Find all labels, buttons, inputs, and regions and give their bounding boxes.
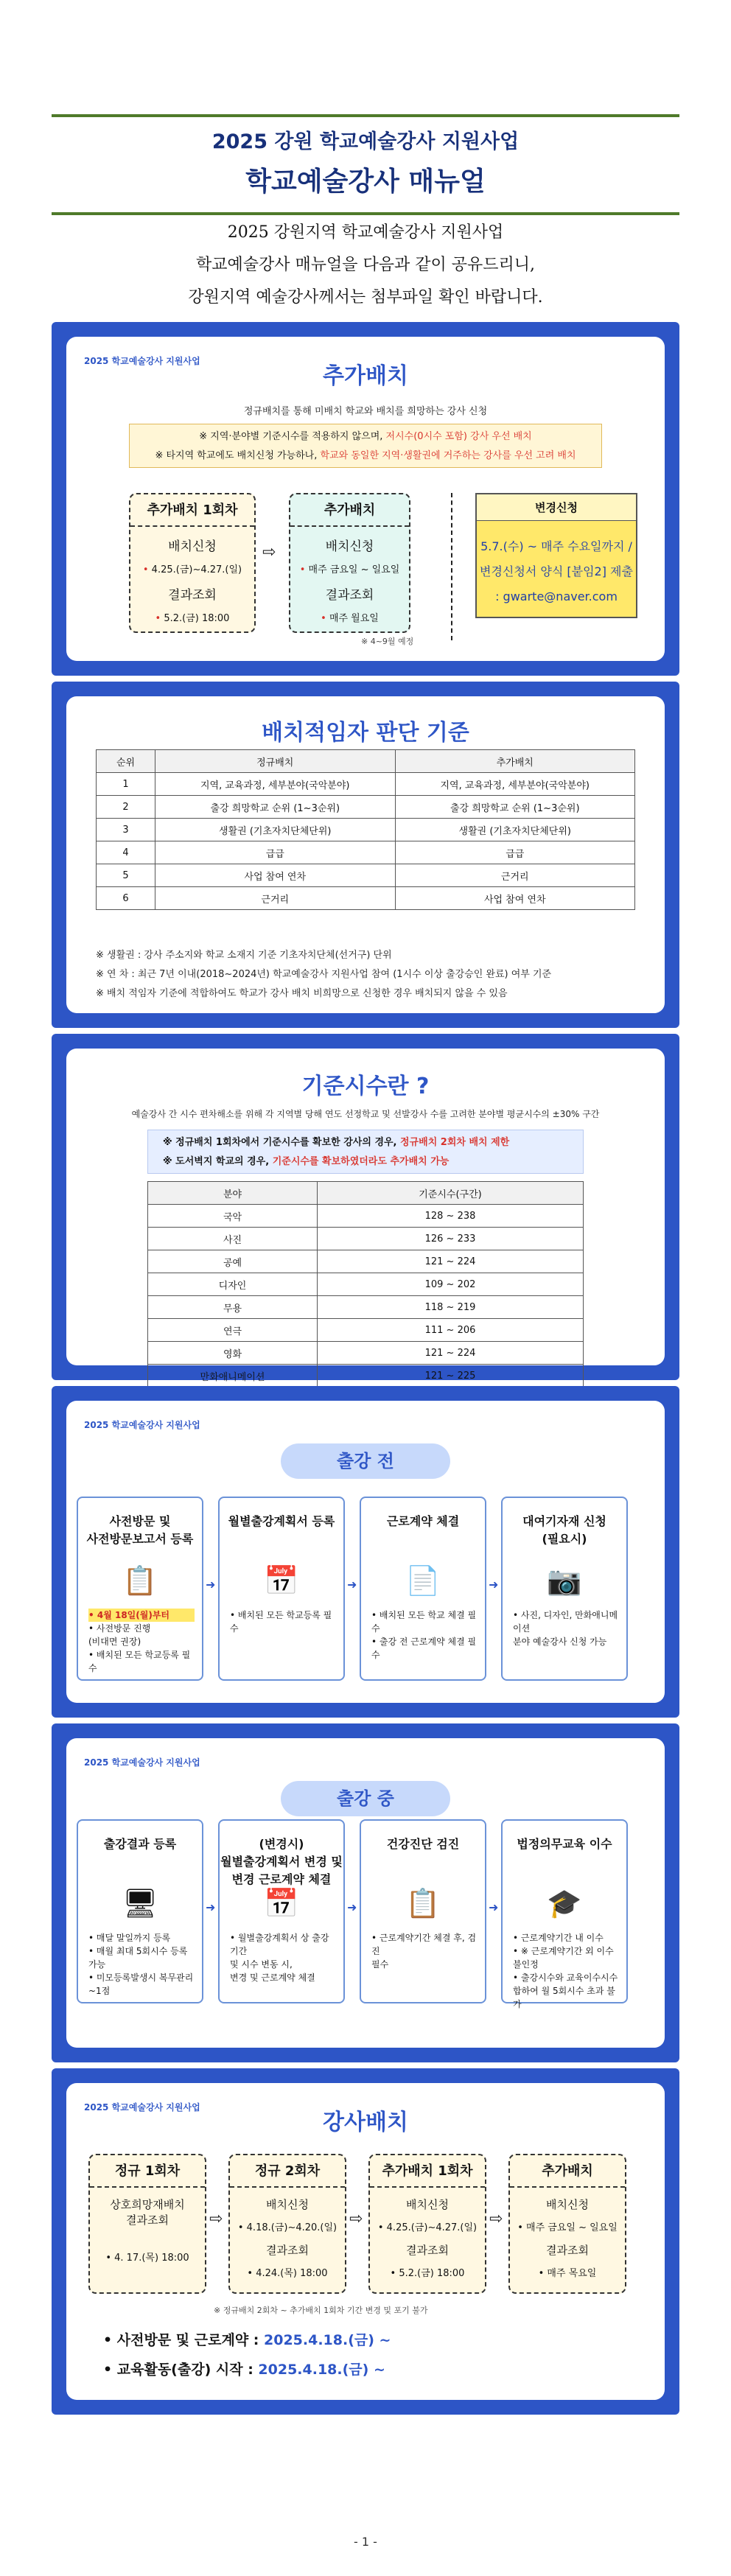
before-teaching-panel	[52, 1386, 679, 1718]
assignment-round-card	[88, 2154, 206, 2294]
table-cell: 4	[97, 841, 155, 864]
arrow-right-icon: ⇨	[209, 2210, 223, 2228]
bullet-teaching-start: • 교육활동(출강) 시작 : 2025.4.18.(금) ~	[103, 2362, 385, 2378]
standard-hours-row	[148, 1342, 584, 1365]
step-card-item: • 배치된 모든 학교등록 필수	[88, 1648, 195, 1675]
criteria-panel	[52, 682, 679, 1028]
standard-hours-row	[148, 1205, 584, 1228]
standard-hours-row	[148, 1273, 584, 1296]
table-cell: 3	[97, 819, 155, 841]
step-card-item: • 4월 18일(월)부터	[88, 1609, 195, 1622]
arrow-right-icon: ➜	[206, 1578, 216, 1592]
table-header: 순위	[97, 750, 155, 773]
panel-body	[66, 1738, 665, 2048]
table-cell: 지역, 교육과정, 세부분야(국악분야)	[155, 773, 396, 796]
round-step-date: • 4.18.(금)~4.20.(일)	[237, 2222, 337, 2233]
round-title: 추가배치 1회차	[370, 2155, 485, 2188]
step-icon: 📅	[264, 1887, 299, 1919]
step-card-item: • 배치된 모든 학교 체결 필수	[371, 1609, 478, 1635]
table-cell: 생활권 (기초자치단체단위)	[155, 819, 396, 841]
step-card-title: 사전방문 및 사전방문보고서 등록	[86, 1514, 194, 1546]
arrow-right-icon: ⇨	[349, 2210, 363, 2228]
standard-hours-row	[148, 1250, 584, 1273]
table-cell: 출강 희망학교 순위 (1~3순위)	[395, 796, 635, 819]
step-card-item: • 배치된 모든 학교등록 필수	[230, 1609, 336, 1635]
table-cell: 디자인	[148, 1273, 318, 1296]
standard-hours-row	[148, 1228, 584, 1250]
table-cell: 109 ~ 202	[318, 1273, 584, 1296]
step-card	[77, 1819, 203, 2003]
table-cell: 121 ~ 225	[318, 1365, 584, 1387]
table-cell: 무용	[148, 1296, 318, 1319]
intro-line: 강원지역 예술강사께서는 첨부파일 확인 바랍니다.	[188, 288, 543, 307]
round-step-date: • 매주 목요일	[538, 2268, 597, 2279]
table-cell: 111 ~ 206	[318, 1319, 584, 1342]
step-card-title: 건강진단 검진	[386, 1837, 460, 1851]
brand-label: 2025 학교예술강사 지원사업	[84, 1420, 200, 1430]
during-teaching-panel	[52, 1723, 679, 2062]
table-cell: 근거리	[395, 864, 635, 887]
step-card	[360, 1819, 486, 2003]
table-cell: 118 ~ 219	[318, 1296, 584, 1319]
brand-label: 2025 학교예술강사 지원사업	[84, 356, 200, 366]
note-line: ※ 타지역 학교에도 배치신청 가능하나, 학교와 동일한 지역·생활권에 거주하는 강사를 우선 고려 배치	[155, 450, 576, 461]
step-card-item: • 근로계약기간 체결 후, 검진 필수	[371, 1931, 478, 1971]
round-step-date: • 4. 17.(목) 18:00	[105, 2253, 189, 2264]
step-card-item: • 사진, 디자인, 만화애니메이션 분야 예술강사 신청 가능	[513, 1609, 619, 1648]
round-step-date: • 4.24.(목) 18:00	[247, 2268, 328, 2279]
table-cell: 급급	[395, 841, 635, 864]
criteria-row	[97, 796, 635, 819]
table-header: 추가배치	[395, 750, 635, 773]
table-cell: 1	[97, 773, 155, 796]
round-step-date: • 5.2.(금) 18:00	[390, 2268, 465, 2279]
step-icon: 🖥	[122, 1887, 158, 1919]
step-card-item: • 사전방문 진행 (비대면 권장)	[88, 1622, 195, 1648]
assignment-round-card	[228, 2154, 346, 2294]
step-card	[218, 1497, 345, 1681]
assignment-round-card	[368, 2154, 486, 2294]
criteria-row	[97, 819, 635, 841]
table-cell: 126 ~ 233	[318, 1228, 584, 1250]
additional-weekly-card: 추가배치 배치신청 • 매주 금요일 ~ 일요일 결과조회 • 매주 월요일	[289, 493, 410, 633]
panel-subtitle: 정규배치를 통해 미배치 학교와 배치를 희망하는 강사 신청	[243, 406, 488, 417]
standard-hours-row	[148, 1319, 584, 1342]
bullet-visit-contract: • 사전방문 및 근로계약 : 2025.4.18.(금) ~	[103, 2332, 391, 2348]
standard-notes	[147, 1130, 584, 1174]
step-card	[501, 1819, 628, 2009]
round-step-label: 결과조회	[406, 2244, 449, 2257]
step-card-item: • 출강시수와 교육이수시수 합하여 월 5회시수 초과 불가	[513, 1971, 619, 2011]
step-card-title: 근로계약 체결	[386, 1514, 460, 1528]
table-cell: 사업 참여 연차	[155, 864, 396, 887]
panel-body	[66, 337, 665, 661]
assignment-note: ※ 정규배치 2회차 ~ 추가배치 1회차 기간 변경 및 포기 불가	[214, 2306, 428, 2315]
step-card	[77, 1497, 203, 1681]
round-step-date: • 4.25.(금)~4.27.(일)	[377, 2222, 478, 2233]
header-top-rule	[52, 114, 679, 117]
note-line: ※ 지역·분야별 기준시수를 적용하지 않으며, 저시수(0시수 포함) 강사 우선 배치	[199, 431, 532, 442]
table-cell: 지역, 교육과정, 세부분야(국악분야)	[395, 773, 635, 796]
arrow-right-icon: ➜	[347, 1900, 357, 1914]
table-cell: 연극	[148, 1319, 318, 1342]
table-cell: 영화	[148, 1342, 318, 1365]
section-pill: 출강 중	[281, 1781, 450, 1816]
round-step-label: 배치신청	[546, 2198, 589, 2211]
arrow-right-icon: ➜	[489, 1578, 499, 1592]
panel-body	[66, 696, 665, 1013]
step-card	[501, 1497, 628, 1681]
round1-card: 추가배치 1회차 배치신청 • 4.25.(금)~4.27.(일) 결과조회 • 5.2.(금) 18:00	[129, 493, 256, 633]
table-cell: 사진	[148, 1228, 318, 1250]
step-card-title: 법정의무교육 이수	[517, 1837, 612, 1851]
additional-assignment-panel	[52, 322, 679, 676]
table-header: 정규배치	[155, 750, 396, 773]
panel-title: 강사배치	[323, 2110, 408, 2135]
arrow-right-icon: ➜	[347, 1578, 357, 1592]
arrow-right-icon: ➜	[489, 1900, 499, 1914]
standard-hours-row	[148, 1365, 584, 1387]
table-cell: 사업 참여 연차	[395, 887, 635, 910]
round-step-date: • 매주 금요일 ~ 일요일	[517, 2222, 618, 2233]
round-title: 정규 1회차	[90, 2155, 205, 2188]
step-card	[360, 1497, 486, 1681]
table-cell: 공예	[148, 1250, 318, 1273]
table-cell: 국악	[148, 1205, 318, 1228]
criteria-table	[96, 749, 635, 910]
table-cell: 121 ~ 224	[318, 1250, 584, 1273]
step-card-item: • 출강 전 근로계약 체결 필수	[371, 1635, 478, 1662]
vertical-divider	[451, 493, 452, 640]
step-card-item: • 매월 최대 5회시수 등록 가능	[88, 1945, 195, 1971]
step-icon: 📋	[405, 1887, 441, 1919]
table-cell: 121 ~ 224	[318, 1342, 584, 1365]
step-card-title: 대여기자재 신청 (필요시)	[522, 1514, 606, 1546]
note-line: ※ 정규배치 1회차에서 기준시수를 확보한 강사의 경우, 정규배치 2회차 배치 제한	[163, 1137, 510, 1148]
schedule-note: ※ 4~9월 예정	[361, 637, 414, 646]
panel-title: 배치적임자 판단 기준	[262, 720, 469, 746]
brand-label: 2025 학교예술강사 지원사업	[84, 2102, 200, 2113]
panel-title: 기준시수란 ?	[301, 1074, 430, 1099]
intro-line: 2025 강원지역 학교예술강사 지원사업	[227, 223, 504, 242]
round-title: 추가배치	[510, 2155, 625, 2188]
change-request-box: 변경신청 5.7.(수) ~ 매주 수요일까지 / 변경신청서 양식 [붙임2] 제출 : gwarte@naver.com	[475, 493, 637, 618]
step-icon: 📅	[264, 1564, 299, 1597]
table-cell: 출강 희망학교 순위 (1~3순위)	[155, 796, 396, 819]
standard-hours-panel	[52, 1034, 679, 1383]
step-card-item: • 매달 말일까지 등록	[88, 1931, 195, 1945]
step-card-title: 출강결과 등록	[103, 1837, 177, 1851]
standard-hours-table	[147, 1181, 584, 1387]
panel-body	[66, 1049, 665, 1383]
step-card-title: (변경시) 월별출강계획서 변경 및 변경 근로계약 체결	[220, 1837, 343, 1886]
round-step-label: 결과조회	[546, 2244, 589, 2257]
round-step-label: 배치신청	[406, 2198, 449, 2211]
note-line: ※ 도서벽지 학교의 경우, 기준시수를 확보하였더라도 추가배치 가능	[163, 1156, 450, 1167]
footnote: ※ 배치 적임자 기준에 적합하여도 학교가 강사 배치 비희망으로 신청한 경우 배치되지 않을 수 있음	[96, 988, 508, 999]
table-cell: 만화애니메이션	[148, 1365, 318, 1387]
round-step-label: 상호희망재배치 결과조회	[110, 2198, 185, 2227]
instructor-assignment-panel	[52, 2068, 679, 2415]
header-bottom-rule	[52, 212, 679, 215]
step-icon: 📋	[122, 1564, 158, 1597]
section-pill: 출강 전	[281, 1443, 450, 1479]
table-cell: 급급	[155, 841, 396, 864]
page-number: - 1 -	[354, 2535, 377, 2549]
document-title-line1: 2025 강원 학교예술강사 지원사업	[211, 130, 520, 153]
assignment-round-card	[508, 2154, 626, 2294]
footnote: ※ 생활권 : 강사 주소지와 학교 소재지 기준 기초자치단체(선거구) 단위	[96, 950, 392, 961]
arrow-right-icon: ⇨	[489, 2210, 503, 2228]
intro-line: 학교예술강사 매뉴얼을 다음과 같이 공유드리니,	[195, 256, 535, 274]
step-icon: 🎓	[547, 1887, 582, 1919]
criteria-row	[97, 773, 635, 796]
round-step-label: 배치신청	[266, 2198, 309, 2211]
standard-hours-row	[148, 1296, 584, 1319]
table-cell: 128 ~ 238	[318, 1205, 584, 1228]
step-card	[218, 1819, 345, 2003]
step-card-item: • ※ 근로계약기간 외 이수 불인정	[513, 1945, 619, 1971]
panel-title: 추가배치	[323, 363, 408, 389]
step-card-item: • 미모등록발생시 복무관리~1점	[88, 1971, 195, 1998]
criteria-row	[97, 864, 635, 887]
additional-notes	[129, 424, 602, 468]
round-title: 정규 2회차	[230, 2155, 345, 2188]
criteria-row	[97, 841, 635, 864]
brand-label: 2025 학교예술강사 지원사업	[84, 1757, 200, 1768]
panel-body	[66, 1401, 665, 1703]
criteria-row	[97, 887, 635, 910]
round-step-label: 결과조회	[266, 2244, 309, 2257]
step-icon: 📄	[405, 1564, 441, 1597]
panel-body	[66, 2083, 665, 2400]
table-cell: 근거리	[155, 887, 396, 910]
table-cell: 5	[97, 864, 155, 887]
table-cell: 6	[97, 887, 155, 910]
document-title-line2: 학교예술강사 매뉴얼	[245, 167, 486, 197]
step-card-item: • 월별출강계획서 상 출강기간 및 시수 변동 시, 변경 및 근로계약 체결	[230, 1931, 336, 1984]
table-cell: 2	[97, 796, 155, 819]
table-header: 기준시수(구간)	[318, 1182, 584, 1205]
step-card-item: • 근로계약기간 내 이수	[513, 1931, 619, 1945]
step-icon: 📷	[547, 1564, 582, 1597]
footnote: ※ 연 차 : 최근 7년 이내(2018~2024년) 학교예술강사 지원사업 참여 (1시수 이상 출강승인 완료) 여부 기준	[96, 969, 552, 980]
arrow-right-icon: ⇨	[262, 543, 276, 561]
standard-description: 예술강사 간 시수 편차해소를 위해 각 지역별 당해 연도 선정학교 및 선발강사 수를 고려한 분야별 평균시수의 ±30% 구간	[131, 1109, 600, 1119]
table-cell: 생활권 (기초자치단체단위)	[395, 819, 635, 841]
arrow-right-icon: ➜	[206, 1900, 216, 1914]
step-card-title: 월별출강계획서 등록	[228, 1514, 335, 1528]
table-header: 분야	[148, 1182, 318, 1205]
